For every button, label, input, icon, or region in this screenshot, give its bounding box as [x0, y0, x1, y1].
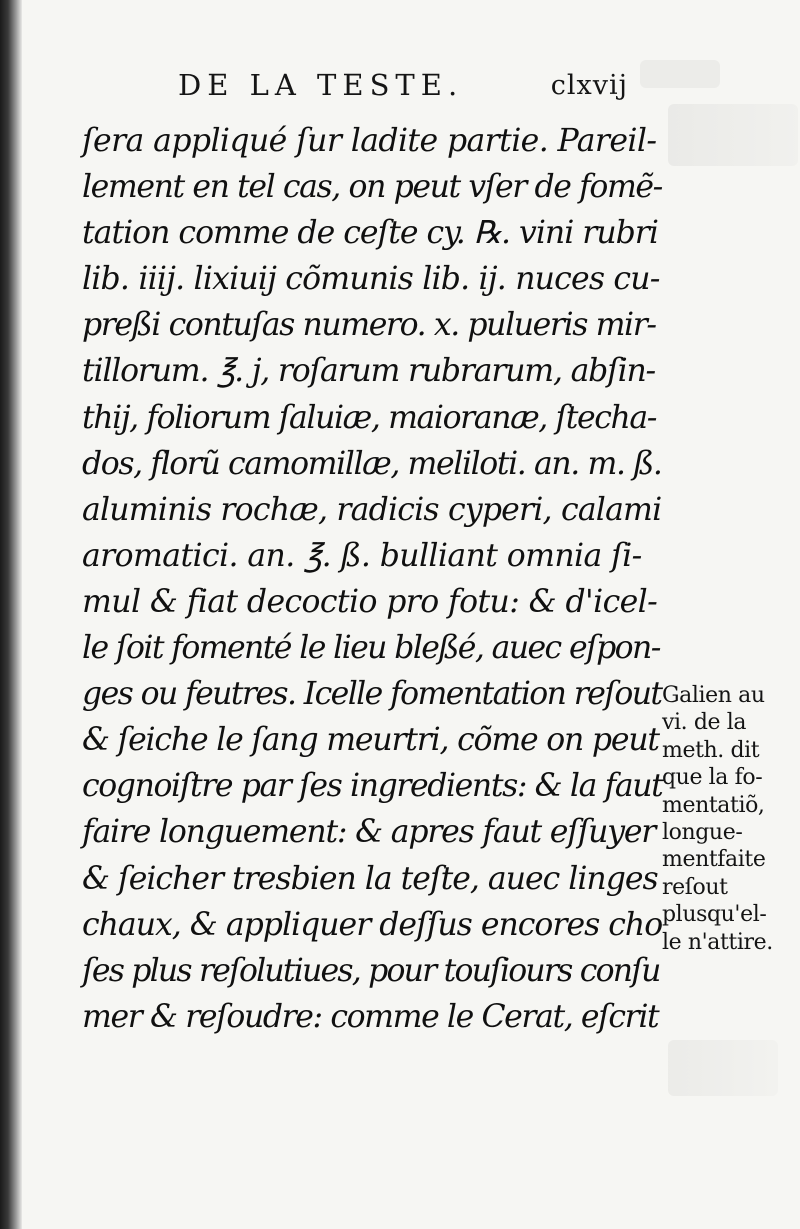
text-line: chaux, & appliquer deſſus encores cho: [82, 906, 663, 943]
text-line: cognoiſtre par ſes ingredients: & la faut: [82, 768, 663, 805]
text-line: preßi contuſas numero. x. pulueris mir-: [82, 307, 656, 344]
margin-note-line: mentatiõ,: [662, 792, 765, 818]
text-line: & ſeiche le ſang meurtri, cõme on peut: [82, 722, 659, 759]
page-spine-shadow: [0, 0, 22, 1229]
text-line: ſera appliqué ſur ladite partie. Pareil-: [82, 123, 657, 159]
margin-note-line: mentfaite: [662, 847, 766, 873]
margin-note-line: le n'attire.: [662, 929, 773, 955]
text-line: ſes plus reſolutiues, pour touſiours conſu: [82, 952, 660, 989]
text-line: aluminis rochæ, radicis cyperi, calami: [82, 491, 662, 528]
text-line: mul & fiat decoctio pro fotu: & d'icel-: [82, 583, 658, 620]
text-line: ges ou feutres. Icelle fomentation reſout: [82, 676, 662, 713]
page-header: [178, 68, 628, 108]
folio-number: clxvij: [550, 70, 628, 101]
running-title: DE LA TESTE.: [178, 68, 464, 102]
text-line: mer & reſoudre: comme le Cerat, eſcrit: [82, 998, 659, 1035]
bleed-through-shadow: [668, 104, 798, 166]
margin-note-line: longue-: [662, 819, 743, 845]
bleed-through-shadow: [640, 60, 720, 88]
text-line: thij, foliorum ſaluiæ, maioranæ, ſtecha-: [82, 399, 657, 436]
text-line: lib. iiij. lixiuij cõmunis lib. ij. nuces cu-: [82, 261, 660, 298]
margin-note-line: plusqu'el-: [662, 902, 767, 928]
margin-note-line: que la fo-: [662, 765, 763, 791]
margin-note-line: reſout: [662, 874, 728, 900]
marginal-note: [662, 682, 798, 956]
margin-note-line: Galien au: [662, 683, 765, 708]
text-line: faire longuement: & apres faut eſſuyer: [82, 814, 656, 851]
text-line: dos, florũ camomillæ, meliloti. an. m. ß.: [82, 445, 662, 482]
bleed-through-shadow: [668, 1040, 778, 1096]
text-line: le ſoit fomenté le lieu bleßé, auec eſpon-: [82, 630, 660, 667]
text-line: & ſeicher tresbien la teſte, auec linges: [82, 860, 658, 897]
text-line: aromatici. an. ℥. ß. bulliant omnia ſi-: [82, 537, 642, 574]
text-line: tation comme de ceſte cy. ℞. vini rubri: [82, 215, 658, 252]
text-line: tillorum. ℥. j, roſarum rubrarum, abſin-: [82, 353, 655, 390]
margin-note-line: meth. dit: [662, 737, 760, 763]
margin-note-line: vi. de la: [662, 710, 747, 736]
main-text-block: [82, 118, 662, 1040]
text-line: lement en tel cas, on peut vſer de fomẽ-: [82, 169, 662, 206]
